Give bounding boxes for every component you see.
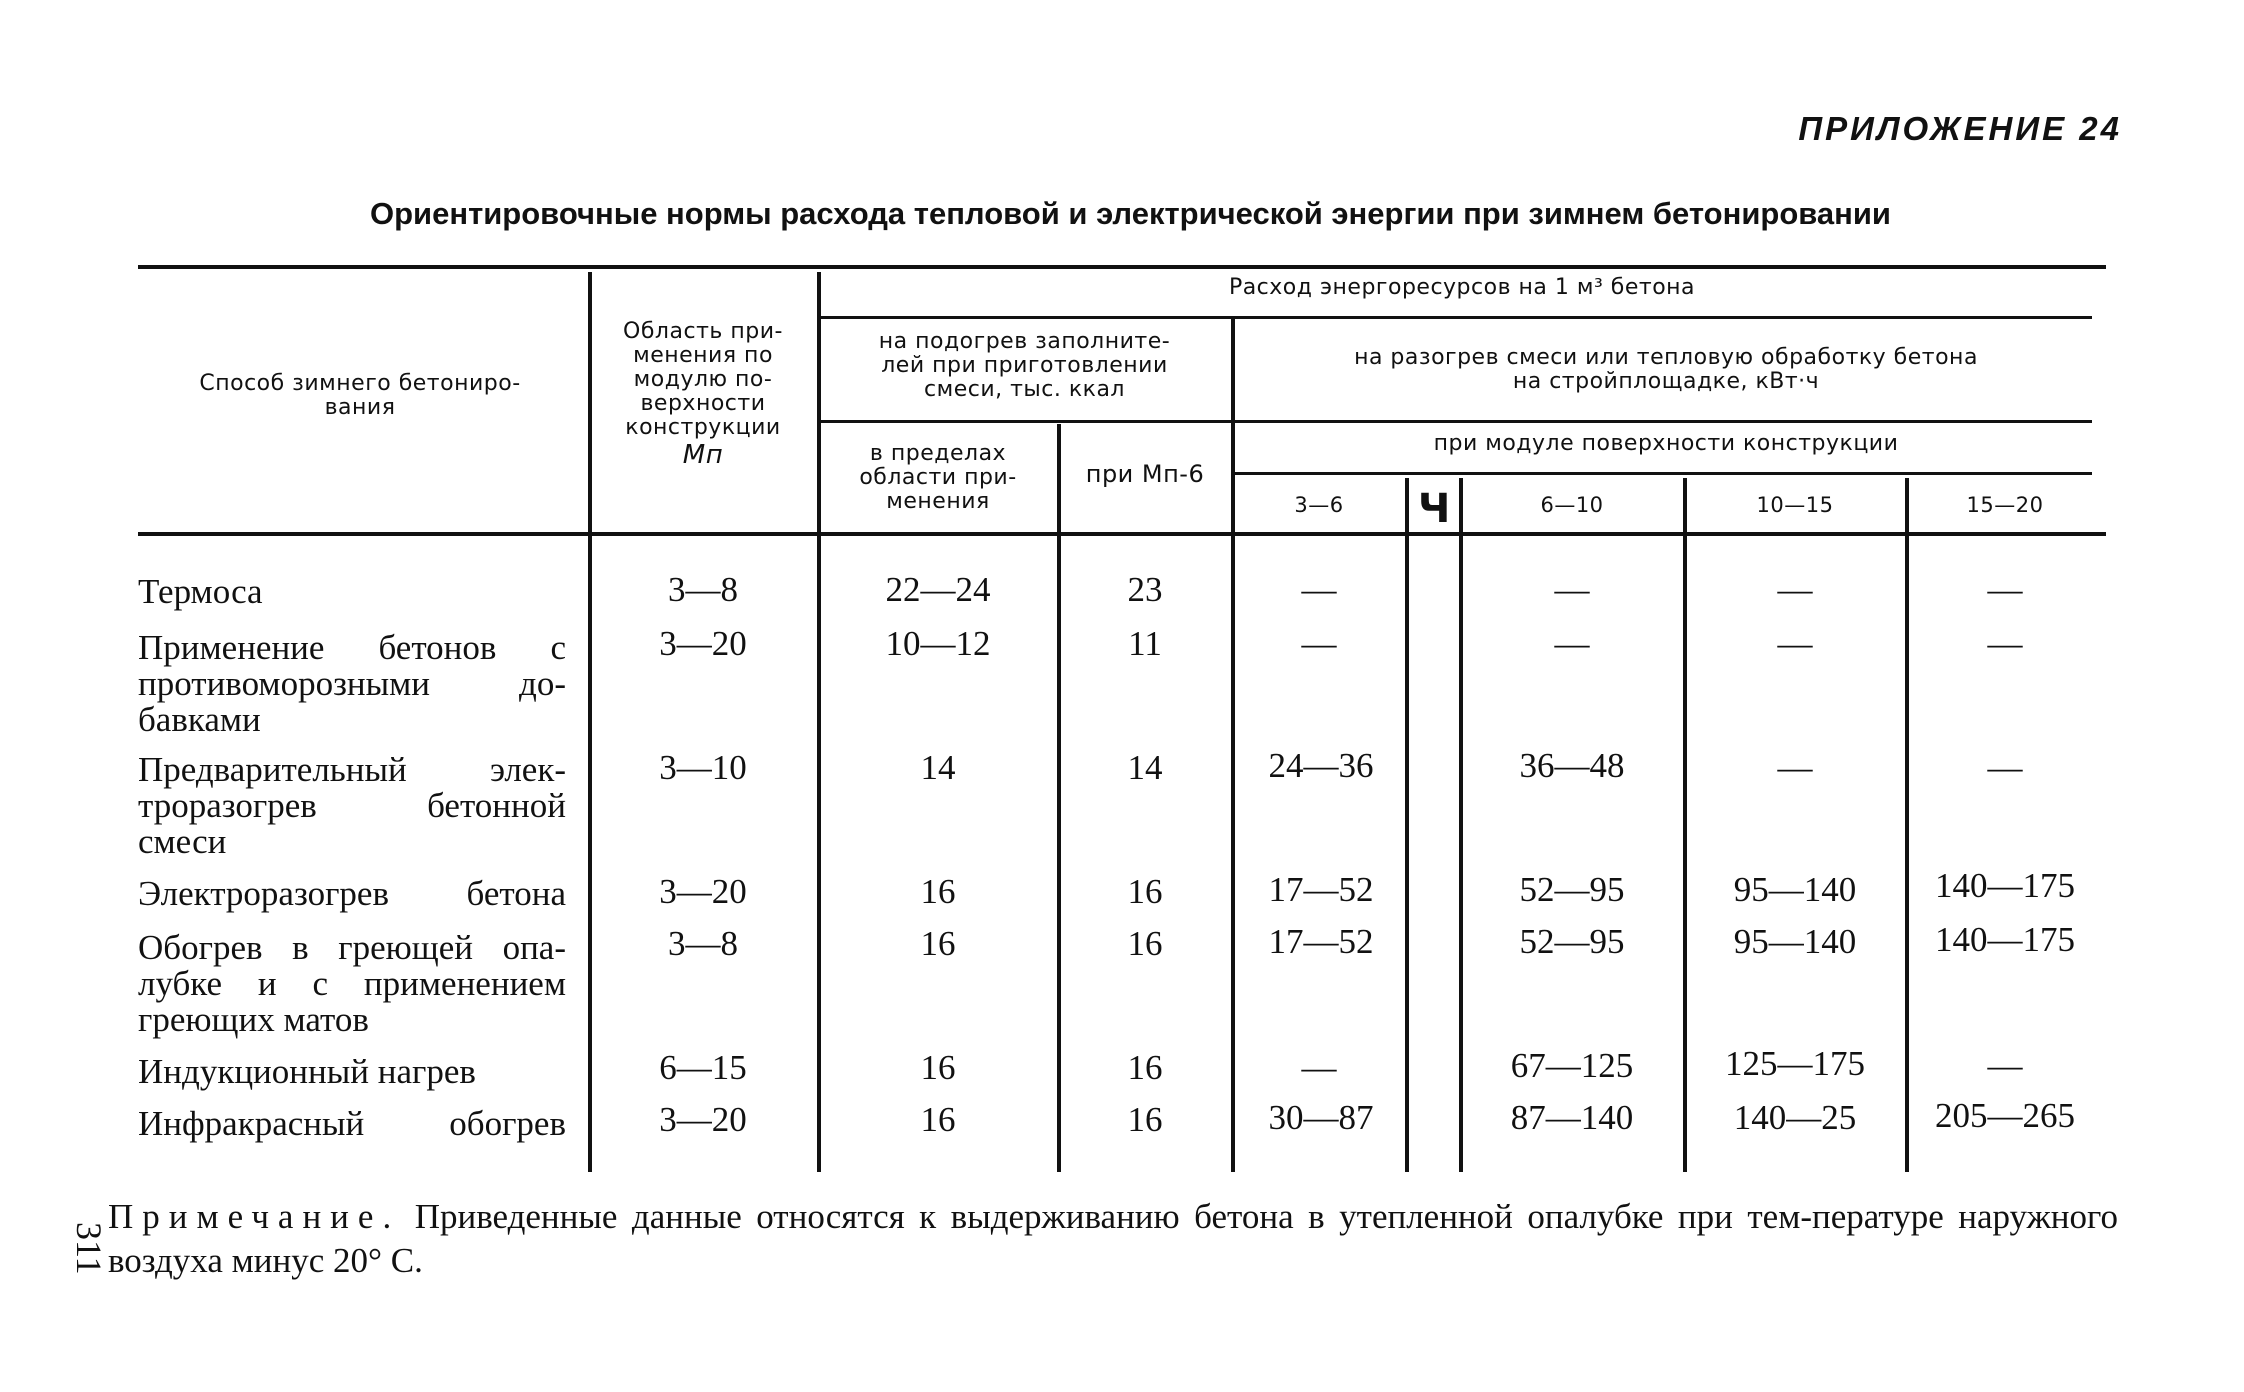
cell-within: 16 [920, 1100, 956, 1139]
cell-within: 10—12 [885, 624, 991, 663]
method-line: Предварительный элек- [138, 750, 566, 789]
header-line: на подогрев заполните- [878, 329, 1171, 354]
header-line: Способ зимнего бетониро- [199, 371, 521, 396]
header-within [822, 442, 1054, 514]
cell-r2: — [1554, 624, 1590, 663]
method-line: троразогрев бетонной [138, 786, 566, 825]
cell-r3: 95—140 [1733, 870, 1857, 909]
cell-within: 16 [920, 924, 956, 963]
cell-r1: — [1301, 570, 1337, 609]
energy-subrule [818, 316, 2092, 319]
subgroup-rule [818, 420, 2092, 423]
header-text: 3—6 [1294, 493, 1344, 517]
cell-r1: 17—52 [1268, 922, 1374, 961]
cell-r2: — [1554, 570, 1590, 609]
header-modulus [1236, 432, 2096, 456]
header-range-4 [1910, 494, 2100, 517]
col-rule-4 [1231, 318, 1235, 1172]
cell-r4: 205—265 [1935, 1096, 2075, 1135]
col-rule-3 [1057, 424, 1061, 1172]
cell-at6: 16 [1127, 1100, 1163, 1139]
cell-r2: 52—95 [1519, 870, 1625, 909]
header-line: на разогрев смеси или тепловую обработку бетона [1354, 345, 1978, 370]
header-at-mp [1062, 462, 1228, 486]
cell-r3: 140—25 [1733, 1098, 1857, 1137]
header-range-2 [1464, 494, 1680, 517]
cell-r3: 125—175 [1725, 1044, 1865, 1083]
header-method [140, 372, 580, 420]
header-heating [1236, 346, 2096, 394]
cell-at6: 11 [1128, 624, 1162, 663]
cell-area: 3—8 [668, 924, 738, 963]
method-line: смеси [138, 822, 227, 861]
header-area [596, 320, 810, 470]
header-text: при модуле поверхности конструкции [1433, 431, 1899, 456]
row-method [138, 752, 566, 860]
appendix-label: ПРИЛОЖЕНИЕ 24 [1798, 110, 2122, 147]
cell-r3: — [1777, 570, 1813, 609]
cell-area: 3—20 [659, 872, 747, 911]
row-method [138, 930, 566, 1038]
cell-within: 16 [920, 872, 956, 911]
cell-at6: 16 [1127, 1048, 1163, 1087]
method-line: Инфракрасный обогрев [138, 1104, 566, 1143]
method-line: бавками [138, 700, 261, 739]
cell-area: 6—15 [659, 1048, 747, 1087]
page-number: 311 [69, 1222, 109, 1275]
note-text: Приведенные данные относятся к выдерживанию бетона в утепленной опалубке при тем-пературе наружного воздуха минус 20° С. [108, 1197, 2118, 1280]
cell-within: 22—24 [885, 570, 991, 609]
table-note [108, 1195, 2118, 1283]
cell-area: 3—20 [659, 624, 747, 663]
col-rule-2 [817, 272, 821, 1172]
header-text: Расход энергоресурсов на 1 м³ бетона [1228, 275, 1696, 300]
header-text: 10—15 [1756, 493, 1834, 517]
cell-r4: — [1987, 748, 2023, 787]
method-line: Электроразогрев бетона [138, 874, 566, 913]
cell-r2: 36—48 [1519, 746, 1625, 785]
cell-area: 3—20 [659, 1100, 747, 1139]
cell-r1: 24—36 [1268, 746, 1374, 785]
header-range-3 [1688, 494, 1902, 517]
row-method [138, 1106, 566, 1142]
header-line: Область при- [623, 319, 783, 344]
cell-r4: — [1987, 1046, 2023, 1085]
header-line: на стройплощадке, кВт·ч [1512, 369, 1820, 394]
col-rule-7 [1683, 478, 1687, 1172]
cell-r2: 67—125 [1510, 1046, 1634, 1085]
cell-r1: 30—87 [1268, 1098, 1374, 1137]
cell-area: 3—10 [659, 748, 747, 787]
method-line: Термоса [138, 572, 263, 611]
cell-r1: — [1301, 1048, 1337, 1087]
cell-within: 16 [920, 1048, 956, 1087]
col-rule-5 [1405, 478, 1409, 1172]
row-method [138, 574, 566, 610]
header-line: вания [324, 395, 396, 420]
cell-r4: — [1987, 570, 2023, 609]
row-method [138, 630, 566, 738]
col-rule-1 [588, 272, 592, 1172]
header-text: 6—10 [1540, 493, 1604, 517]
header-line: менения [886, 489, 990, 514]
header-text: 15—20 [1966, 493, 2044, 517]
row-method [138, 876, 566, 912]
cell-r4: 140—175 [1935, 920, 2075, 959]
header-aggregate [822, 330, 1227, 402]
header-line: конструкции [625, 415, 781, 440]
cell-r3: — [1777, 748, 1813, 787]
method-line: лубке и с применением [138, 964, 566, 1003]
modulus-rule [1232, 472, 2092, 475]
header-line: Mп [682, 440, 724, 470]
cell-r2: 52—95 [1519, 922, 1625, 961]
header-bottom-rule [138, 532, 2106, 536]
cell-r4: — [1987, 624, 2023, 663]
cell-at6: 23 [1127, 570, 1163, 609]
method-line: Применение бетонов с [138, 628, 566, 667]
table-top-rule [138, 265, 2106, 269]
method-line: противоморозными до- [138, 664, 566, 703]
header-line: в пределах [869, 441, 1007, 466]
header-line: модулю по- [633, 367, 773, 392]
method-line: Индукционный нагрев [138, 1052, 476, 1091]
handwritten-mark: Ч [1418, 486, 1451, 532]
col-rule-6 [1459, 478, 1463, 1172]
header-text: при Mп-6 [1085, 460, 1205, 488]
cell-r1: 17—52 [1268, 870, 1374, 909]
cell-r3: — [1777, 624, 1813, 663]
cell-at6: 14 [1127, 748, 1163, 787]
method-line: Обогрев в греющей опа- [138, 928, 566, 967]
header-line: смеси, тыс. ккал [924, 377, 1125, 402]
cell-r3: 95—140 [1733, 922, 1857, 961]
cell-within: 14 [920, 748, 956, 787]
cell-area: 3—8 [668, 570, 738, 609]
header-energy-top [822, 276, 2102, 300]
cell-at6: 16 [1127, 924, 1163, 963]
col-rule-8 [1905, 478, 1909, 1172]
note-label: Примечание. [108, 1197, 401, 1236]
row-method [138, 1054, 566, 1090]
method-line: греющих матов [138, 1000, 369, 1039]
header-line: верхности [640, 391, 766, 416]
header-line: области при- [859, 465, 1017, 490]
cell-r1: — [1301, 624, 1337, 663]
cell-at6: 16 [1127, 872, 1163, 911]
header-line: лей при приготовлении [881, 353, 1168, 378]
header-range-1 [1236, 494, 1402, 517]
header-line: менения по [633, 343, 773, 368]
cell-r4: 140—175 [1935, 866, 2075, 905]
table-title: Ориентировочные нормы расхода тепловой и электрической энергии при зимнем бетонировании [370, 196, 1891, 231]
cell-r2: 87—140 [1510, 1098, 1634, 1137]
